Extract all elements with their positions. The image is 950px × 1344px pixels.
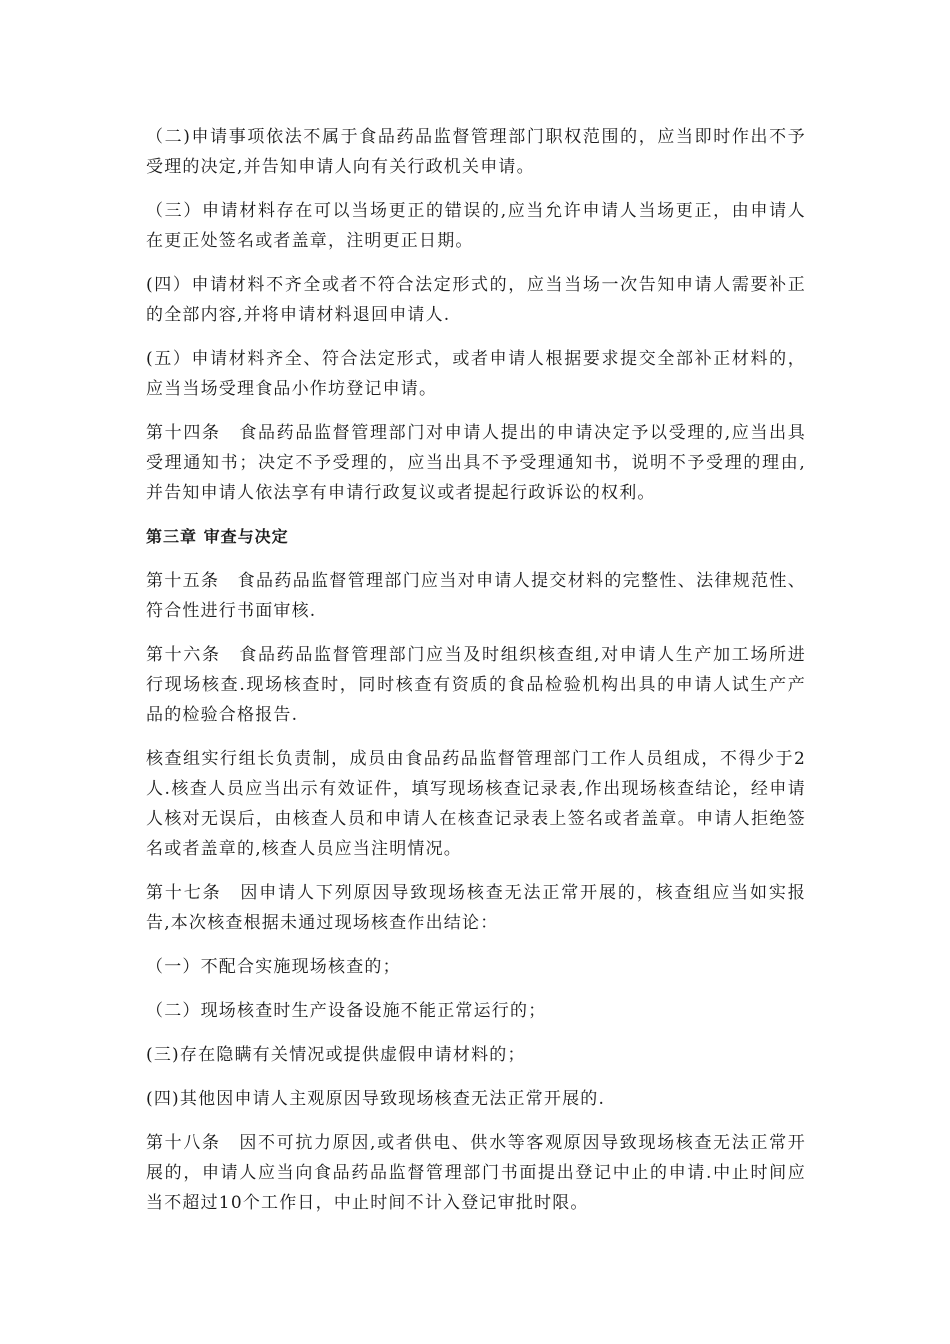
- paragraph-article-17-item-1: （一）不配合实施现场核查的；: [146, 957, 401, 977]
- paragraph-item-3: （三）申请材料存在可以当场更正的错误的,应当允许申请人当场更正，由申请人在更正处签名或者盖章，注明更正日期。: [146, 201, 806, 251]
- document-body: [146, 122, 806, 1232]
- paragraph-article-14: 第十四条 食品药品监督管理部门对申请人提出的申请决定予以受理的,应当出具受理通知书；决定不予受理的，应当出具不予受理通知书，说明不予受理的理由,并告知申请人依法享有申请行政复议或者提起行政诉讼的权利。: [146, 423, 806, 503]
- paragraph-article-17-item-4: (四)其他因申请人主观原因导致现场核查无法正常开展的.: [146, 1089, 606, 1109]
- paragraph-article-17-item-3: (三)存在隐瞒有关情况或提供虚假申请材料的；: [146, 1045, 526, 1065]
- paragraph-article-17-item-2: （二）现场核查时生产设备设施不能正常运行的；: [146, 1001, 547, 1021]
- paragraph-item-4: (四）申请材料不齐全或者不符合法定形式的，应当当场一次告知申请人需要补正的全部内容,并将申请材料退回申请人.: [146, 275, 806, 325]
- chapter-heading: 第三章 审查与决定: [146, 527, 289, 546]
- paragraph-inspection-team: 核查组实行组长负责制，成员由食品药品监督管理部门工作人员组成，不得少于2人.核查人员应当出示有效证件，填写现场核查记录表,作出现场核查结论，经申请人核对无误后，由核查人员和申请人在核查记录表上签名或者盖章。申请人拒绝签名或者盖章的,核查人员应当注明情况。: [146, 749, 806, 859]
- paragraph-item-2: （二)申请事项依法不属于食品药品监督管理部门职权范围的，应当即时作出不予受理的决定,并告知申请人向有关行政机关申请。: [146, 127, 806, 177]
- paragraph-article-15: 第十五条 食品药品监督管理部门应当对申请人提交材料的完整性、法律规范性、符合性进行书面审核.: [146, 571, 806, 621]
- paragraph-article-16: 第十六条 食品药品监督管理部门应当及时组织核查组,对申请人生产加工场所进行现场核查.现场核查时，同时核查有资质的食品检验机构出具的申请人试生产产品的检验合格报告.: [146, 645, 806, 725]
- paragraph-article-17: 第十七条 因申请人下列原因导致现场核查无法正常开展的，核查组应当如实报告,本次核查根据未通过现场核查作出结论：: [146, 883, 806, 933]
- paragraph-item-5: (五）申请材料齐全、符合法定形式，或者申请人根据要求提交全部补正材料的，应当当场受理食品小作坊登记申请。: [146, 349, 806, 399]
- paragraph-article-18: 第十八条 因不可抗力原因,或者供电、供水等客观原因导致现场核查无法正常开展的，申请人应当向食品药品监督管理部门书面提出登记中止的申请.中止时间应当不超过10个工作日，中止时间不计入登记审批时限。: [146, 1133, 806, 1213]
